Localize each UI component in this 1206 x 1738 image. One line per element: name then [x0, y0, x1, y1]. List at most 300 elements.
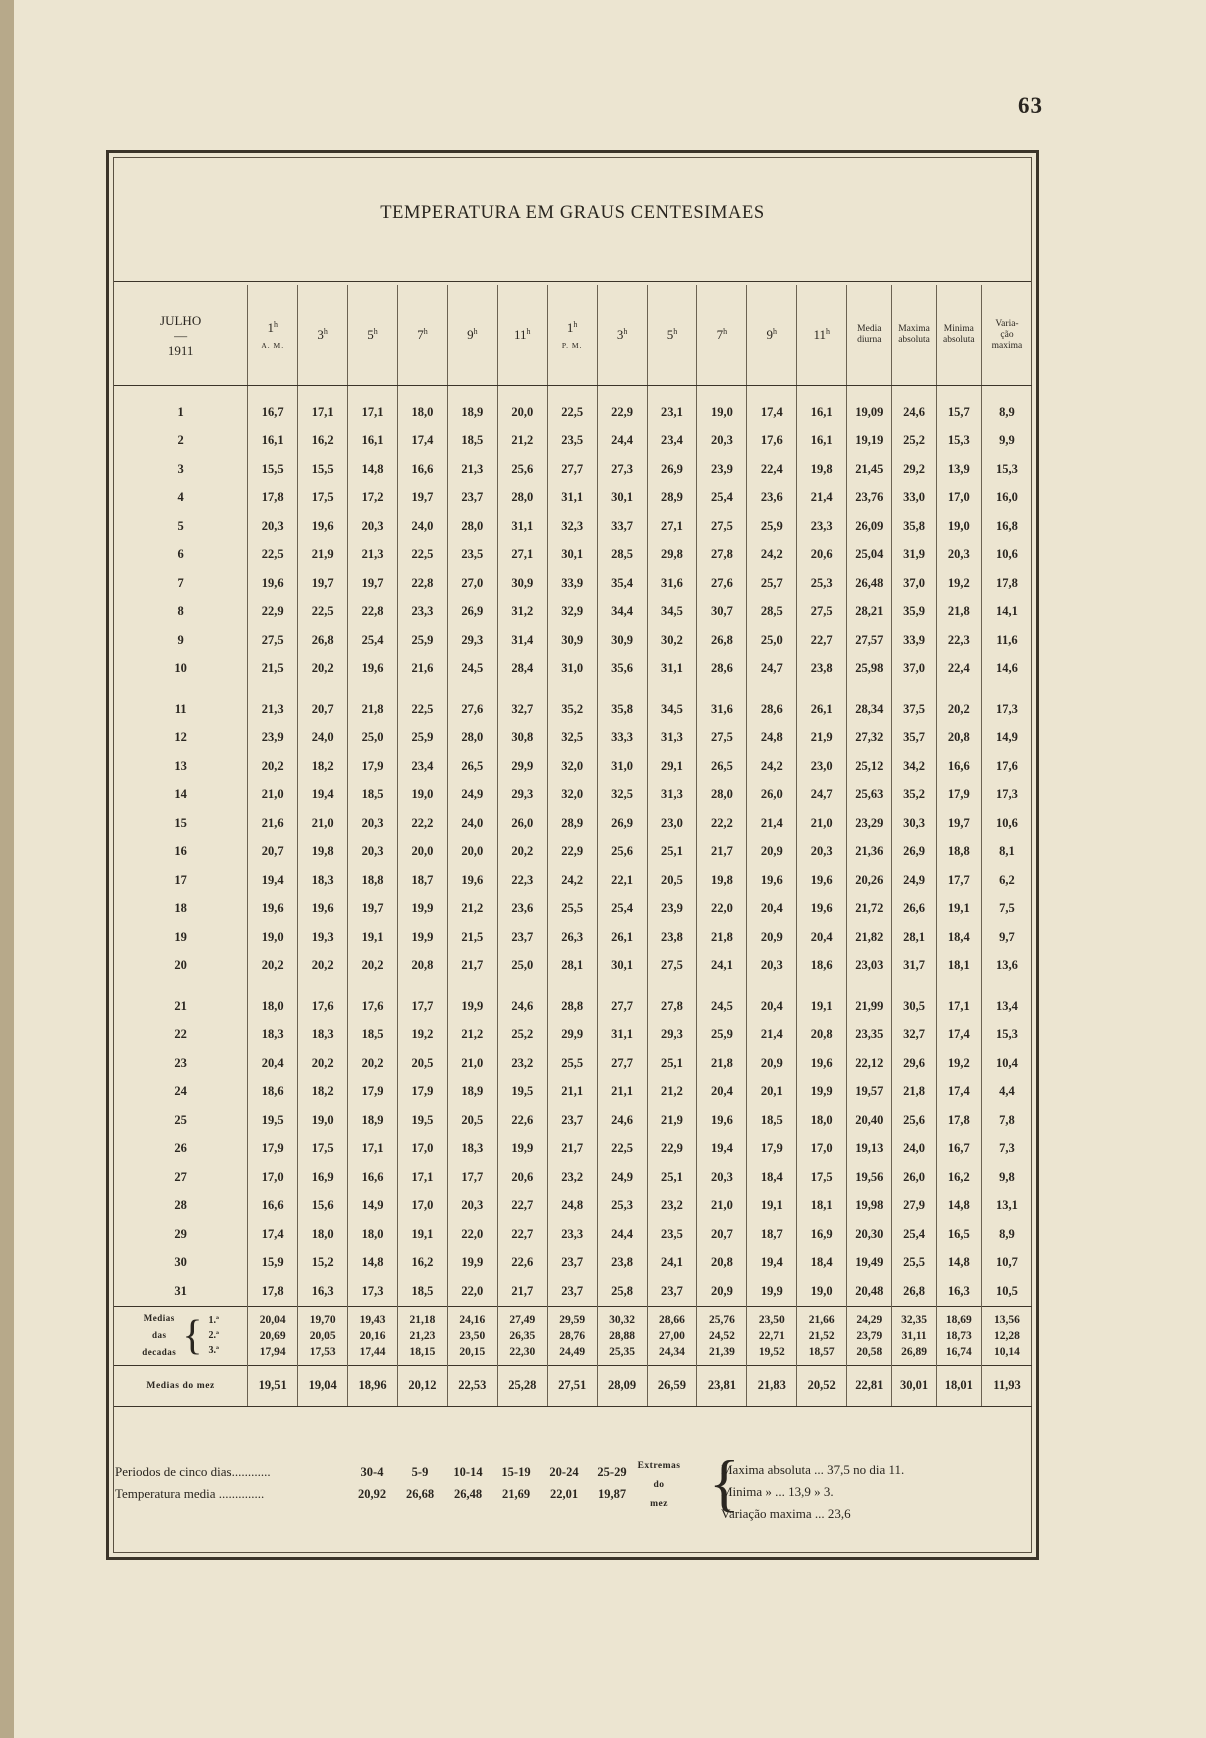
day-row: [114, 1192, 1032, 1221]
day-row: [114, 427, 1032, 456]
temperature-cell: 18,1: [797, 1192, 847, 1221]
day-number: 13: [114, 752, 248, 781]
temperature-cell: 14,9: [348, 1192, 398, 1221]
temperature-cell: 25,9: [398, 626, 448, 655]
decade-mean-value: 21,39: [708, 1345, 735, 1358]
temperature-cell: 22,1: [597, 866, 647, 895]
temperature-cell: 21,9: [647, 1106, 697, 1135]
temperature-cell: 25,6: [497, 455, 547, 484]
month-mean-cell: 18,96: [348, 1365, 398, 1406]
temperature-cell: 14,6: [981, 655, 1032, 684]
gap-cell: [114, 386, 248, 399]
temperature-cell: 31,7: [892, 952, 936, 981]
temperature-cell: 23,0: [647, 809, 697, 838]
gap-cell: [697, 683, 747, 695]
day-row: [114, 626, 1032, 655]
hour-suffix: h: [423, 326, 428, 336]
temperature-cell: 19,6: [797, 895, 847, 924]
temperature-cell: 16,1: [797, 427, 847, 456]
temperature-cell: 20,6: [797, 541, 847, 570]
temperature-cell: 30,9: [547, 626, 597, 655]
day-number: 9: [114, 626, 248, 655]
temperature-cell: 18,9: [348, 1106, 398, 1135]
decade-mean-value: 24,52: [708, 1329, 735, 1342]
temperature-cell: 31,0: [597, 752, 647, 781]
temperature-cell: 34,5: [647, 598, 697, 627]
gap-cell: [547, 683, 597, 695]
day-number: 6: [114, 541, 248, 570]
temperature-cell: 29,3: [497, 781, 547, 810]
temperature-cell: 25,0: [348, 724, 398, 753]
hour-header-4: [398, 285, 448, 386]
temperature-cell: 18,5: [348, 1021, 398, 1050]
hour-header-6: [497, 285, 547, 386]
decade-mean-cell: [697, 1306, 747, 1365]
temperature-cell: 26,1: [797, 695, 847, 724]
temperature-cell: 23,7: [447, 484, 497, 513]
temperature-cell: 25,6: [892, 1106, 936, 1135]
decade-mean-value: 18,15: [409, 1345, 436, 1358]
temperature-cell: 23,4: [647, 427, 697, 456]
temperature-cell: 27,5: [248, 626, 298, 655]
temperature-cell: 32,3: [547, 512, 597, 541]
temperature-cell: 18,3: [248, 1021, 298, 1050]
temperature-cell: 15,5: [298, 455, 348, 484]
temperature-cell: 18,4: [936, 923, 981, 952]
temperature-cell: 21,0: [298, 809, 348, 838]
temperature-cell: 16,2: [298, 427, 348, 456]
temperature-cell: 19,5: [398, 1106, 448, 1135]
temperature-cell: 10,6: [981, 541, 1032, 570]
temperature-cell: 16,5: [936, 1220, 981, 1249]
temperature-cell: 21,6: [398, 655, 448, 684]
temperature-cell: 24,0: [447, 809, 497, 838]
temperature-cell: 30,9: [497, 569, 547, 598]
temperature-cell: 23,7: [547, 1249, 597, 1278]
temperature-cell: 28,34: [847, 695, 892, 724]
temperature-cell: 19,7: [348, 895, 398, 924]
footer: [109, 1447, 1036, 1547]
temperature-cell: 34,2: [892, 752, 936, 781]
temperature-cell: 19,6: [797, 866, 847, 895]
gap-cell: [398, 980, 448, 992]
temperature-cell: 13,4: [981, 992, 1032, 1021]
temperature-cell: 21,4: [747, 809, 797, 838]
day-number: 20: [114, 952, 248, 981]
gap-cell: [981, 980, 1032, 992]
temperature-cell: 20,0: [497, 398, 547, 427]
decade-label: [114, 1306, 248, 1365]
temperature-cell: 25,2: [892, 427, 936, 456]
temperature-cell: 19,49: [847, 1249, 892, 1278]
month-mean-cell: 25,28: [497, 1365, 547, 1406]
temperature-cell: 22,9: [248, 598, 298, 627]
temperature-cell: 16,0: [981, 484, 1032, 513]
day-number: 18: [114, 895, 248, 924]
gap-cell: [892, 386, 936, 399]
temperature-cell: 17,1: [398, 1163, 448, 1192]
temperature-cell: 21,2: [447, 1021, 497, 1050]
temperature-cell: 21,45: [847, 455, 892, 484]
temperature-cell: 17,1: [348, 1135, 398, 1164]
decade-mean-value: 25,76: [708, 1313, 735, 1326]
gap-cell: [981, 683, 1032, 695]
gap-cell: [447, 386, 497, 399]
temperature-cell: 23,7: [547, 1106, 597, 1135]
temperature-cell: 25,6: [597, 838, 647, 867]
temperature-cell: 23,2: [647, 1192, 697, 1221]
gap-cell: [892, 683, 936, 695]
temperature-cell: 17,0: [797, 1135, 847, 1164]
temperature-cell: 32,7: [892, 1021, 936, 1050]
decade-mean-value: 17,94: [259, 1345, 286, 1358]
decade-mean-value: 28,88: [609, 1329, 636, 1342]
temperature-cell: 18,3: [298, 866, 348, 895]
decade-mean-value: 20,05: [309, 1329, 336, 1342]
temperature-cell: 26,0: [747, 781, 797, 810]
temperature-cell: 28,0: [447, 512, 497, 541]
temperature-cell: 27,32: [847, 724, 892, 753]
temperature-cell: 22,7: [797, 626, 847, 655]
gap-cell: [348, 980, 398, 992]
temperature-cell: 20,5: [647, 866, 697, 895]
stat-header-line: maxima: [991, 340, 1023, 351]
temperature-cell: 20,7: [248, 838, 298, 867]
temperature-cell: 30,9: [597, 626, 647, 655]
gap-cell: [547, 386, 597, 399]
decade-means-row: [114, 1306, 1032, 1365]
temperature-cell: 30,2: [647, 626, 697, 655]
temperature-cell: 17,0: [248, 1163, 298, 1192]
temperature-cell: 19,7: [398, 484, 448, 513]
temperature-cell: 19,6: [348, 655, 398, 684]
temperature-cell: 17,6: [747, 427, 797, 456]
temperature-cell: 23,5: [447, 541, 497, 570]
gap-cell: [597, 683, 647, 695]
temperature-cell: 31,2: [497, 598, 547, 627]
group-gap: [114, 683, 1032, 695]
temperature-cell: 18,4: [797, 1249, 847, 1278]
temperature-cell: 26,9: [447, 598, 497, 627]
decade-mean-value: 25,35: [609, 1345, 636, 1358]
temperature-cell: 24,5: [697, 992, 747, 1021]
temperature-cell: 18,9: [447, 398, 497, 427]
decade-mean-value: 19,43: [359, 1313, 386, 1326]
temperature-cell: 16,1: [248, 427, 298, 456]
day-number: 25: [114, 1106, 248, 1135]
gap-cell: [497, 683, 547, 695]
temperature-cell: 19,0: [797, 1277, 847, 1306]
temperature-cell: 20,1: [747, 1078, 797, 1107]
temperature-cell: 20,3: [348, 512, 398, 541]
temperature-cell: 21,0: [697, 1192, 747, 1221]
temperature-cell: 26,9: [597, 809, 647, 838]
temperature-cell: 20,30: [847, 1220, 892, 1249]
temperature-cell: 10,5: [981, 1277, 1032, 1306]
temperature-cell: 16,3: [298, 1277, 348, 1306]
temperature-cell: 28,5: [747, 598, 797, 627]
day-row: [114, 1277, 1032, 1306]
temperature-cell: 15,7: [936, 398, 981, 427]
temperature-cell: 13,9: [936, 455, 981, 484]
temperature-cell: 19,13: [847, 1135, 892, 1164]
temperature-cell: 32,7: [497, 695, 547, 724]
decade-ordinal: 2.ª: [208, 1330, 219, 1341]
temperature-cell: 19,6: [747, 866, 797, 895]
temperature-cell: 19,6: [447, 866, 497, 895]
header-row: [114, 285, 1032, 386]
page: [14, 0, 1206, 1738]
temperature-cell: 4,4: [981, 1078, 1032, 1107]
temperature-cell: 31,1: [597, 1021, 647, 1050]
temperature-cell: 16,6: [348, 1163, 398, 1192]
decade-brace: {: [182, 1312, 203, 1359]
temperature-cell: 35,8: [892, 512, 936, 541]
temperature-cell: 20,5: [398, 1049, 448, 1078]
temperature-cell: 25,98: [847, 655, 892, 684]
day-number: 17: [114, 866, 248, 895]
temperature-cell: 19,98: [847, 1192, 892, 1221]
day-number: 7: [114, 569, 248, 598]
temperature-cell: 30,8: [497, 724, 547, 753]
temperature-cell: 25,8: [597, 1277, 647, 1306]
temperature-cell: 25,4: [697, 484, 747, 513]
temperature-cell: 30,1: [597, 952, 647, 981]
decade-mean-value: 27,00: [659, 1329, 685, 1342]
month-mean-cell: 26,59: [647, 1365, 697, 1406]
temperature-cell: 16,9: [298, 1163, 348, 1192]
gap-cell: [398, 683, 448, 695]
temp-media-label: Temperatura media ..............: [115, 1486, 265, 1501]
day-number: 11: [114, 695, 248, 724]
temperature-cell: 22,12: [847, 1049, 892, 1078]
temperature-cell: 18,0: [348, 1220, 398, 1249]
temperature-cell: 35,4: [597, 569, 647, 598]
extremes-word-3: mez: [650, 1499, 668, 1509]
temperature-cell: 30,1: [597, 484, 647, 513]
temperature-cell: 17,1: [348, 398, 398, 427]
temperature-cell: 16,3: [936, 1277, 981, 1306]
temperature-cell: 29,2: [892, 455, 936, 484]
temperature-cell: 21,2: [647, 1078, 697, 1107]
temperature-cell: 31,3: [647, 724, 697, 753]
month-mean-cell: 22,81: [847, 1365, 892, 1406]
day-row: [114, 484, 1032, 513]
gap-cell: [747, 683, 797, 695]
hour-suffix: h: [573, 319, 578, 329]
temperature-cell: 20,9: [697, 1277, 747, 1306]
stat-header-line: Minima: [943, 324, 974, 334]
temperature-cell: 20,5: [447, 1106, 497, 1135]
temperature-cell: 27,1: [497, 541, 547, 570]
decade-mean-cell: [348, 1306, 398, 1365]
temperature-cell: 26,9: [647, 455, 697, 484]
temperature-cell: 16,6: [936, 752, 981, 781]
hour-suffix: h: [773, 326, 778, 336]
hour-suffix: h: [473, 326, 478, 336]
temperature-cell: 25,7: [747, 569, 797, 598]
temperature-cell: 16,6: [248, 1192, 298, 1221]
temperature-cell: 19,4: [298, 781, 348, 810]
temperature-cell: 18,7: [398, 866, 448, 895]
decade-mean-value: 18,73: [945, 1329, 972, 1342]
gap-cell: [114, 683, 248, 695]
temperature-cell: 19,9: [497, 1135, 547, 1164]
extremes-word-1: Extremas: [637, 1461, 681, 1471]
year: 1911: [167, 342, 194, 358]
temperature-cell: 20,2: [298, 1049, 348, 1078]
temperature-cell: 26,0: [892, 1163, 936, 1192]
period-temp-value: 22,01: [549, 1487, 579, 1501]
period-temp-value: 19,87: [597, 1487, 627, 1501]
temperature-cell: 24,5: [447, 655, 497, 684]
temperature-cell: 27,7: [547, 455, 597, 484]
hour-header-11: [747, 285, 797, 386]
decade-mean-cell: [981, 1306, 1032, 1365]
temperature-cell: 24,8: [547, 1192, 597, 1221]
temperature-cell: 19,5: [248, 1106, 298, 1135]
temperature-cell: 17,1: [936, 992, 981, 1021]
stat-header-2: [892, 285, 936, 386]
day-row: [114, 598, 1032, 627]
temperature-cell: 18,3: [298, 1021, 348, 1050]
temperature-cell: 28,0: [697, 781, 747, 810]
temperature-cell: 20,3: [697, 427, 747, 456]
decade-mean-cell: [797, 1306, 847, 1365]
temperature-cell: 28,6: [697, 655, 747, 684]
month-mean-cell: 28,09: [597, 1365, 647, 1406]
hour-number: 5: [367, 327, 374, 343]
decade-mean-cell: [647, 1306, 697, 1365]
temperature-cell: 18,5: [348, 781, 398, 810]
temperature-cell: 23,29: [847, 809, 892, 838]
temperature-cell: 19,1: [797, 992, 847, 1021]
temperature-cell: 24,2: [747, 752, 797, 781]
decade-mean-value: 21,52: [808, 1329, 835, 1342]
temperature-cell: 19,6: [697, 1106, 747, 1135]
page-number: 63: [1018, 93, 1043, 118]
temperature-cell: 23,2: [547, 1163, 597, 1192]
temperature-cell: 17,9: [747, 1135, 797, 1164]
temperature-cell: 22,3: [936, 626, 981, 655]
temperature-cell: 22,9: [547, 838, 597, 867]
temperature-cell: 29,9: [547, 1021, 597, 1050]
temperature-cell: 21,3: [248, 695, 298, 724]
day-row: [114, 398, 1032, 427]
gap-cell: [398, 386, 448, 399]
extremes-values: [721, 1459, 904, 1525]
temperature-cell: 18,0: [298, 1220, 348, 1249]
temperature-cell: 29,8: [647, 541, 697, 570]
gap-cell: [797, 980, 847, 992]
temperature-cell: 17,5: [298, 1135, 348, 1164]
decade-mean-cell: [936, 1306, 981, 1365]
temperature-cell: 19,1: [936, 895, 981, 924]
temperature-cell: 14,8: [348, 1249, 398, 1278]
temperature-cell: 8,9: [981, 398, 1032, 427]
stat-header-line: Varia-: [995, 318, 1019, 329]
temperature-cell: 31,0: [547, 655, 597, 684]
day-row: [114, 866, 1032, 895]
month-mean-cell: 20,52: [797, 1365, 847, 1406]
temperature-cell: 22,5: [298, 598, 348, 627]
temperature-cell: 24,4: [597, 1220, 647, 1249]
hour-number: 9: [766, 327, 774, 343]
temperature-cell: 30,7: [697, 598, 747, 627]
hour-suffix: h: [723, 326, 728, 336]
day-number: 15: [114, 809, 248, 838]
gap-cell: [697, 386, 747, 399]
decade-mean-value: 23,79: [856, 1329, 883, 1342]
decade-mean-cell: [547, 1306, 597, 1365]
group-gap: [114, 386, 1032, 399]
periods-block: [115, 1461, 636, 1505]
temperature-cell: 21,4: [797, 484, 847, 513]
gap-cell: [981, 386, 1032, 399]
hour-number: 9: [467, 327, 474, 343]
day-row: [114, 952, 1032, 981]
temperature-cell: 17,8: [248, 1277, 298, 1306]
temperature-cell: 8,1: [981, 838, 1032, 867]
decade-mean-value: 18,69: [945, 1313, 972, 1326]
decade-mean-cell: [597, 1306, 647, 1365]
temperature-cell: 20,2: [936, 695, 981, 724]
temperature-cell: 28,1: [892, 923, 936, 952]
day-number: 27: [114, 1163, 248, 1192]
temperature-cell: 29,3: [447, 626, 497, 655]
temperature-cell: 22,0: [447, 1220, 497, 1249]
meridiem-label: P. M.: [561, 341, 583, 351]
temperature-cell: 20,4: [697, 1078, 747, 1107]
max-absolute-line: Maxima absoluta ... 37,5 no dia 11.: [721, 1462, 905, 1477]
temperature-cell: 19,9: [447, 992, 497, 1021]
temperature-cell: 17,9: [936, 781, 981, 810]
temperature-cell: 18,2: [298, 752, 348, 781]
month-mean-cell: 19,04: [298, 1365, 348, 1406]
gap-cell: [447, 683, 497, 695]
temperature-cell: 25,0: [747, 626, 797, 655]
temperature-cell: 17,8: [936, 1106, 981, 1135]
temperature-cell: 18,5: [447, 427, 497, 456]
temperature-cell: 19,0: [248, 923, 298, 952]
temperature-cell: 22,8: [348, 598, 398, 627]
temperature-cell: 26,0: [497, 809, 547, 838]
temp-media-values: [348, 1486, 636, 1502]
day-row: [114, 724, 1032, 753]
min-absolute-line: Minima » ... 13,9 » 3.: [721, 1484, 834, 1499]
temperature-cell: 31,1: [497, 512, 547, 541]
gap-cell: [647, 386, 697, 399]
day-row: [114, 1049, 1032, 1078]
temperature-cell: 15,6: [298, 1192, 348, 1221]
temperature-cell: 17,4: [398, 427, 448, 456]
temperature-cell: 20,40: [847, 1106, 892, 1135]
decade-mean-value: 23,50: [459, 1329, 486, 1342]
temperature-cell: 19,8: [797, 455, 847, 484]
decade-mean-cell: [398, 1306, 448, 1365]
gap-cell: [348, 386, 398, 399]
temperature-cell: 35,2: [547, 695, 597, 724]
temperature-cell: 20,4: [747, 992, 797, 1021]
hour-suffix: h: [373, 326, 378, 336]
temperature-cell: 21,8: [697, 923, 747, 952]
gap-cell: [248, 386, 298, 399]
temperature-cell: 19,09: [847, 398, 892, 427]
temperature-cell: 18,8: [348, 866, 398, 895]
temperature-cell: 28,9: [647, 484, 697, 513]
temperature-cell: 26,5: [447, 752, 497, 781]
day-row: [114, 455, 1032, 484]
